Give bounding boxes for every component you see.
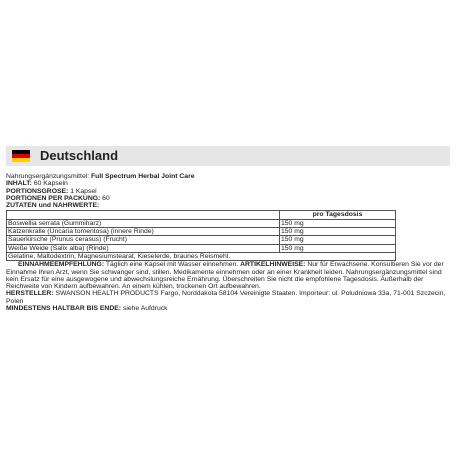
- flag-stripe-gold: [12, 158, 30, 162]
- product-name-label: Nahrungsergänzungsmittel:: [6, 173, 90, 180]
- hersteller-label: HERSTELLER:: [6, 290, 54, 298]
- table-row: [7, 228, 396, 236]
- haltbar-label: MINDESTENS HALTBAR BIS ENDE:: [6, 305, 122, 313]
- zutaten-label: ZUTATEN und NÄHRWERTE:: [6, 202, 100, 210]
- hersteller-text: SWANSON HEALTH PRODUCTS Fargo, Norddakota 58104 Vereinigte Staaten. Importeur: ul. Poludniowa 33a, 71-001 Szczecin, Polen: [6, 290, 446, 305]
- manufacturer-line: [6, 290, 450, 305]
- table-column-header: pro Tagesdosis: [280, 211, 396, 219]
- portion-value: 1 Kapsel: [70, 187, 97, 195]
- table-row: [7, 244, 396, 252]
- portionen-value: 60: [102, 194, 110, 202]
- table-header-empty: [7, 211, 280, 219]
- other-ingredients: Gelatine, Maltodextrin, Magnesiumstearat, Kieselerde, braunes Reismehl.: [7, 252, 396, 260]
- table-row: [7, 236, 396, 244]
- portion-line: [6, 188, 450, 195]
- haltbar-line: [6, 305, 450, 312]
- table-footer-row: [7, 252, 396, 260]
- ingredient-name: Katzenkralle (Uncaria tomentosa) (innere Rinde): [7, 228, 280, 236]
- einnahme-text: Täglich eine Kapsel mit Wasser einnehmen.: [105, 261, 239, 269]
- einnahme-label: EINNAHMEEMPFEHLUNG:: [18, 261, 105, 269]
- inhalt-value: 60 Kapseln: [33, 180, 68, 188]
- table-row: [7, 219, 396, 227]
- nutrition-table: [6, 210, 396, 261]
- label-content: [6, 173, 450, 312]
- ingredient-name: Boswellia serrata (Gummiharz): [7, 219, 280, 227]
- usage-notes: [6, 261, 450, 290]
- portion-label: PORTIONSGRÖSE:: [6, 187, 69, 195]
- portionen-line: [6, 195, 450, 202]
- table-header-row: [7, 211, 396, 219]
- ingredient-value: 150 mg: [280, 219, 396, 227]
- inhalt-label: INHALT:: [6, 180, 32, 188]
- ingredient-value: 150 mg: [280, 236, 396, 244]
- hinweise-label: ARTIKELHINWEISE:: [240, 261, 306, 269]
- hinweise-text: Nur für Erwachsene. Konsultieren Sie vor der Einnahme Ihren Arzt, wenn Sie schwanger sind, stillen, Medikamente einnehmen oder an einer Krankheit leiden. Nahrungsergänzungsmittel sind kein Ersatz für eine ausgewogene und abwechslungsreiche Ernährung. Überschreiten Sie nicht die empfohlene Tagesdosis. Außerhalb der Reichweite von Kindern aufbewahren. An einem kühlen, trockenen Ort aufbewahren.: [6, 261, 444, 291]
- product-name-value: Full Spectrum Herbal Joint Care: [91, 173, 195, 180]
- inhalt-line: [6, 180, 450, 187]
- haltbar-text: siehe Aufdruck: [122, 305, 168, 313]
- ingredient-value: 150 mg: [280, 244, 396, 252]
- germany-flag-icon: [12, 150, 30, 162]
- portionen-label: PORTIONEN PER PACKUNG:: [6, 194, 101, 202]
- ingredient-name: Weiße Weide (Salix alba) (Rinde): [7, 244, 280, 252]
- product-name-line: [6, 173, 450, 180]
- country-title: Deutschland: [40, 148, 119, 163]
- ingredient-name: Sauerkirsche (Prunus cerasus) (Frucht): [7, 236, 280, 244]
- ingredient-value: 150 mg: [280, 228, 396, 236]
- country-header: [6, 146, 450, 166]
